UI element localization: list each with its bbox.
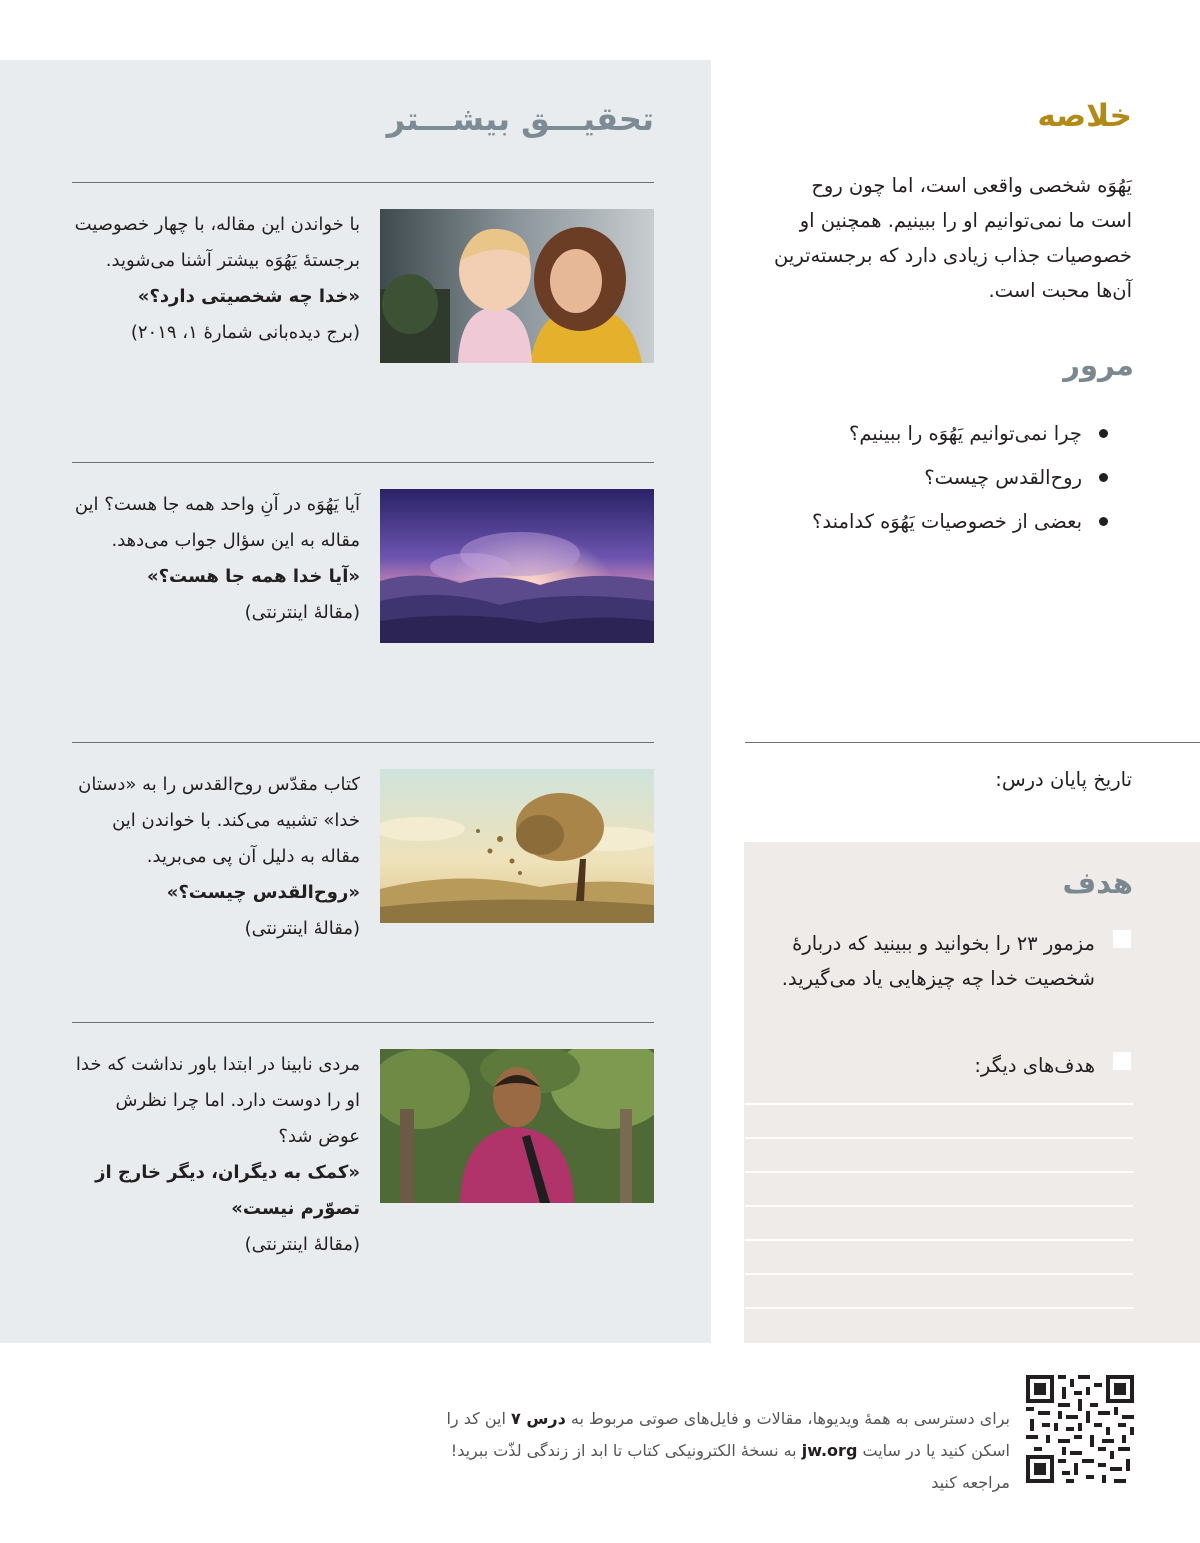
review-item: [788, 500, 1108, 544]
writing-line[interactable]: [745, 1205, 1133, 1207]
research-item-source: (مقالهٔ اینترنتی): [244, 918, 360, 939]
bullet-icon: [1099, 473, 1108, 482]
footer-note: [410, 1403, 1010, 1499]
research-item-description: با خواندن این مقاله، با چهار خصوصیت برجستهٔ یَهُوَه بیشتر آشنا می‌شوید.: [74, 214, 360, 271]
review-item-text: بعضی از خصوصیات یَهُوَه کدامند؟: [812, 510, 1082, 533]
research-item-description: مردی نابینا در ابتدا باور نداشت که خدا او را دوست دارد. اما چرا نظرش عوض شد؟: [75, 1054, 360, 1147]
man-in-garden-photo[interactable]: [380, 1049, 654, 1203]
research-item: [70, 487, 360, 631]
writing-line[interactable]: [745, 1137, 1133, 1139]
tree-in-wind-illustration[interactable]: [380, 769, 654, 923]
research-item-title-text[interactable]: «روح‌القدس چیست؟»: [166, 882, 360, 903]
review-item-text: روح‌القدس چیست؟: [924, 466, 1082, 489]
review-item: [788, 412, 1108, 456]
goal-checkbox[interactable]: [1113, 1052, 1131, 1070]
research-item-description: کتاب مقدّس روح‌القدس را به «دستان خدا» تشبیه می‌کند. با خواندن این مقاله به دلیل آن پی می‌برید.: [78, 774, 360, 867]
mother-and-child-photo[interactable]: [380, 209, 654, 363]
research-item-title[interactable]: [70, 875, 360, 911]
research-item: [70, 207, 360, 351]
research-item-source: (مقالهٔ اینترنتی): [244, 1234, 360, 1255]
review-heading: مرور: [1063, 348, 1134, 382]
review-item: [788, 456, 1108, 500]
research-item-title[interactable]: [70, 1155, 360, 1227]
divider: [72, 182, 654, 183]
goal-panel: [744, 842, 1200, 1343]
research-heading: تحقیـــق بیشـــتر: [386, 100, 654, 138]
completion-date-label: تاریخ پایان درس:: [995, 768, 1132, 791]
bullet-icon: [1099, 429, 1108, 438]
divider: [72, 742, 654, 743]
research-item: [70, 1047, 360, 1263]
qr-code-icon[interactable]: [1026, 1375, 1134, 1483]
research-item-title-text[interactable]: «کمک به دیگران، دیگر خارج از تصوّرم نیست»: [95, 1162, 360, 1219]
writing-line[interactable]: [745, 1171, 1133, 1173]
purple-sunset-sky-illustration[interactable]: [380, 489, 654, 643]
divider: [72, 462, 654, 463]
bullet-icon: [1099, 517, 1108, 526]
review-list: [788, 412, 1108, 544]
research-item-source: (برج دیده‌بانی شمارهٔ ۱، ۲۰۱۹): [130, 322, 360, 343]
divider: [745, 742, 1200, 743]
footer-text-after: به نسخهٔ الکترونیکی کتاب تا ابد از زندگی لذّت ببرید! مراجعه کنید: [450, 1441, 1010, 1492]
goal-item-text: هدف‌های دیگر:: [974, 1054, 1095, 1077]
research-item-title-text[interactable]: «آیا خدا همه جا هست؟»: [146, 566, 360, 587]
research-item-title-text[interactable]: «خدا چه شخصیتی دارد؟»: [137, 286, 360, 307]
completion-date-field[interactable]: [745, 764, 985, 804]
summary-text: یَهُوَه شخصی واقعی است، اما چون روح است ما نمی‌توانیم او را ببینیم. همچنین او خصوصیات جذاب زیادی دارد که برجسته‌ترین آن‌ها محبت است.: [774, 174, 1132, 302]
research-item: [70, 767, 360, 947]
research-item-description: آیا یَهُوَه در آنِ واحد همه جا هست؟ این مقاله به این سؤال جواب می‌دهد.: [74, 494, 360, 551]
goal-heading: هدف: [1062, 866, 1133, 900]
footer-site-link[interactable]: jw.org: [801, 1441, 858, 1460]
summary-heading: خلاصه: [1037, 98, 1132, 134]
writing-line[interactable]: [745, 1307, 1133, 1309]
footer-text-before: برای دسترسی به همهٔ ویدیوها، مقالات و فایل‌های صوتی مربوط به: [570, 1409, 1010, 1428]
research-item-source: (مقالهٔ اینترنتی): [244, 602, 360, 623]
writing-line[interactable]: [745, 1273, 1133, 1275]
footer-lesson: درس ۷: [510, 1409, 566, 1428]
footer-text-middle: این کد را اسکن کنید یا در سایت: [446, 1409, 1010, 1460]
writing-line[interactable]: [745, 1103, 1133, 1105]
research-item-title[interactable]: [70, 559, 360, 595]
review-item-text: چرا نمی‌توانیم یَهُوَه را ببینیم؟: [848, 422, 1082, 445]
goal-item-text: مزمور ۲۳ را بخوانید و ببینید که دربارهٔ شخصیت خدا چه چیزهایی یاد می‌گیرید.: [781, 932, 1095, 990]
writing-line[interactable]: [745, 1239, 1133, 1241]
divider: [72, 1022, 654, 1023]
goal-checkbox[interactable]: [1113, 930, 1131, 948]
research-item-title[interactable]: [70, 279, 360, 315]
